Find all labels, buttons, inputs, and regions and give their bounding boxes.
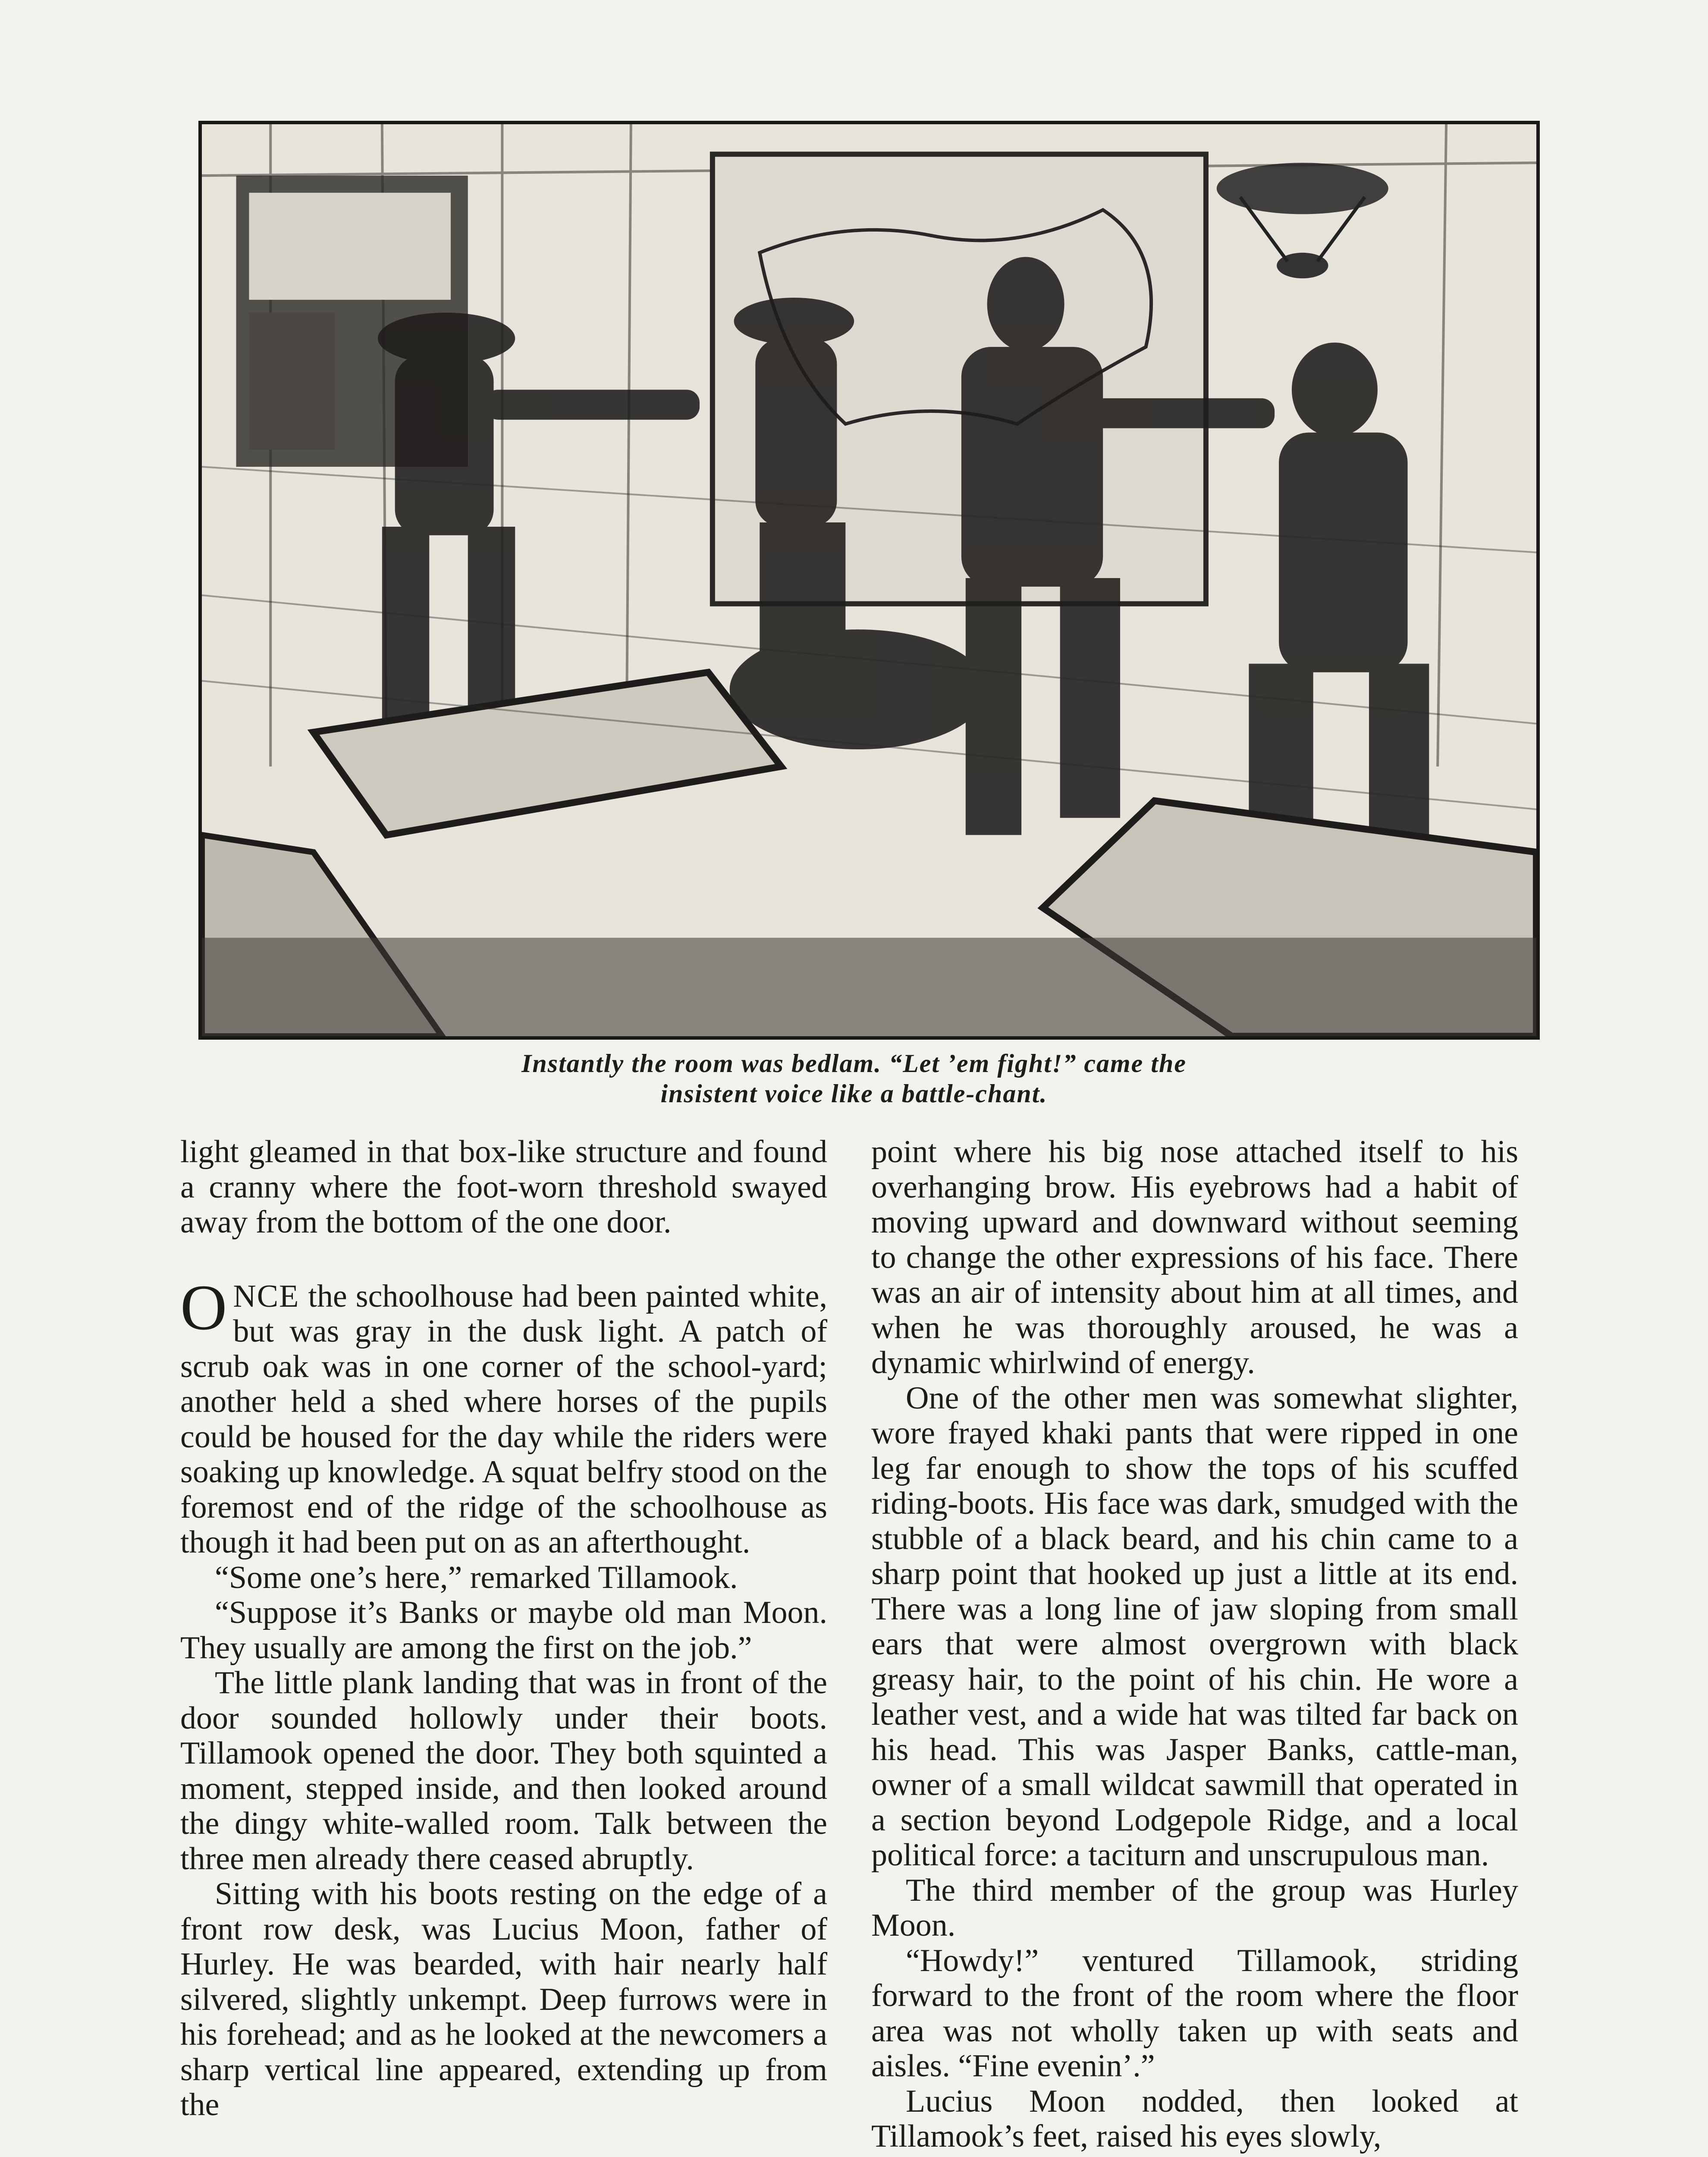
- right-column: [871, 1135, 1518, 2154]
- illustration-drawing: [202, 124, 1536, 1036]
- small-caps-lead: NCE: [233, 1278, 300, 1314]
- paragraph: One of the other men was somewhat slighter, wore frayed khaki pants that were ripped in one leg far enough to show the tops of his scuffed riding-boots. His face was dark, smudged with the stubble of a black beard, and his chin came to a sharp point that hooked up just a little at its end. There was a long line of jaw sloping from small ears that were almost overgrown with black greasy hair, to the point of his chin. He wore a leather vest, and a wide hat was tilted far back on his head. This was Jasper Banks, cattle-man, owner of a small wildcat sawmill that operated in a section beyond Lodgepole Ridge, and a local political force: a taciturn and unscrupulous man.: [871, 1380, 1518, 1873]
- caption-line-1: Instantly the room was bedlam. “Let ’em fight!” came the: [521, 1049, 1187, 1078]
- left-column: [180, 1135, 827, 2123]
- paragraph-with-dropcap: [180, 1271, 827, 1560]
- paragraph-text: the schoolhouse had been painted white, but was gray in the dusk light. A patch of scrub oak was in one corner of the school-yard; another held a shed where horses of the pupils could be housed for the day while the riders were soaking up knowledge. A squat belfry stood on the foremost end of the ridge of the schoolhouse as though it had been put on as an afterthought.: [180, 1278, 827, 1560]
- paragraph: Lucius Moon nodded, then looked at Tillamook’s feet, raised his eyes slowly,: [871, 2083, 1518, 2154]
- paragraph: light gleamed in that box-like structure and found a cranny where the foot-worn threshold swayed away from the bottom of the one door.: [180, 1134, 827, 1240]
- illustration-schoolhouse-fight: [198, 121, 1540, 1040]
- paragraph: The little plank landing that was in front of the door sounded hollowly under their boots. Tillamook opened the door. They both squinted a moment, stepped inside, and then looked around the dingy white-walled room. Talk between the three men already there ceased abruptly.: [180, 1665, 827, 1877]
- paragraph: The third member of the group was Hurley Moon.: [871, 1872, 1518, 1943]
- illustration-caption: [302, 1048, 1406, 1109]
- drop-cap: O: [180, 1271, 227, 1343]
- paragraph: point where his big nose attached itself to his overhanging brow. His eyebrows had a habit of moving upward and downward without seeming to change the other expressions of his face. There was an air of intensity about him at all times, and when he was thoroughly aroused, he was a dynamic whirlwind of energy.: [871, 1134, 1518, 1380]
- paragraph: “Suppose it’s Banks or maybe old man Moon. They usually are among the first on the job.”: [180, 1595, 827, 1666]
- paragraph: Sitting with his boots resting on the edge of a front row desk, was Lucius Moon, father of Hurley. He was bearded, with hair nearly half silvered, slightly unkempt. Deep furrows were in his forehead; and as he looked at the newcomers a sharp vertical line appeared, extending up from the: [180, 1876, 827, 2122]
- caption-line-2: insistent voice like a battle-chant.: [660, 1079, 1048, 1108]
- paragraph: “Some one’s here,” remarked Tillamook.: [215, 1560, 738, 1595]
- paragraph: “Howdy!” ventured Tillamook, striding forward to the front of the room where the floor area was not wholly taken up with seats and aisles. “Fine evenin’.”: [871, 1943, 1518, 2084]
